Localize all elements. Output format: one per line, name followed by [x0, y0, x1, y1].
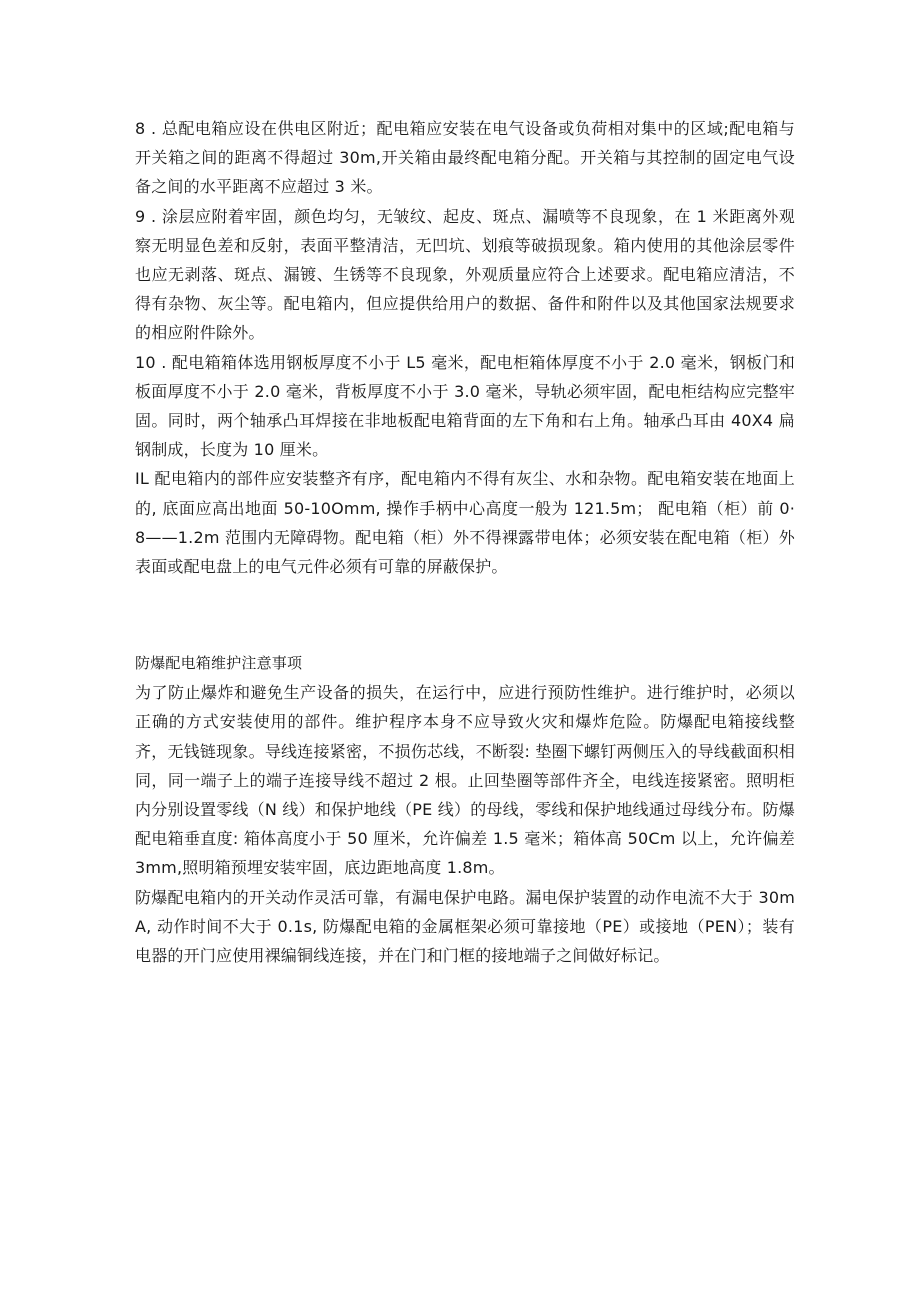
paragraph-item-9: 9 . 涂层应附着牢固，颜色均匀，无皱纹、起皮、斑点、漏喷等不良现象，在 1 米距离外观察无明显色差和反射，表面平整清洁，无凹坑、划痕等破损现象。箱内使用的其他涂层零件也应无剥落、斑点、漏镀、生锈等不良现象，外观质量应符合上述要求。配电箱应清洁，不得有杂物、灰尘等。配电箱内，但应提供给用户的数据、备件和附件以及其他国家法规要求的相应附件除外。 — [135, 206, 795, 343]
paragraph-item-11: IL 配电箱内的部件应安装整齐有序，配电箱内不得有灰尘、水和杂物。配电箱安装在地面上的, 底面应高出地面 50-10Omm, 操作手柄中心高度一般为 121.5m； 配电箱（柜）前 0·8——1.2m 范围内无障碍物。配电箱（柜）外不得裸露带电体；必须安装在配电箱（柜）外表面或配电盘上的电气元件必须有可靠的屏蔽保护。 — [135, 469, 795, 577]
paragraph-maintenance-2: 防爆配电箱内的开关动作灵活可靠，有漏电保护电路。漏电保护装置的动作电流不大于 30mA, 动作时间不大于 0.1s, 防爆配电箱的金属框架必须可靠接地（PE）或接地（PEN）；装有电器的开门应使用裸编铜线连接，并在门和门框的接地端子之间做好标记。 — [135, 887, 795, 966]
section-spacer — [135, 581, 795, 649]
paragraph-maintenance-1: 为了防止爆炸和避免生产设备的损失，在运行中，应进行预防性维护。进行维护时，必须以正确的方式安装使用的部件。维护程序本身不应导致火灾和爆炸危险。防爆配电箱接线整齐，无钱链现象。导线连接紧密，不损伤芯线，不断裂: 垫圈下螺钉两侧压入的导线截面积相同，同一端子上的端子连接导线不超过 2 根。止回垫圈等部件齐全，电线连接紧密。照明柜内分别设置零线（N 线）和保护地线（PE 线）的母线，零线和保护地线通过母线分布。防爆配电箱垂直度: 箱体高度小于 50 厘米，允许偏差 1.5 毫米；箱体高 50Cm 以上，允许偏差 3mm,照明箱预埋安装牢固，底边距地高度 1.8m。 — [135, 683, 795, 878]
document-body — [135, 114, 795, 970]
paragraph-item-10: 10 . 配电箱箱体选用钢板厚度不小于 L5 毫米，配电柜箱体厚度不小于 2.0 毫米，钢板门和板面厚度不小于 2.0 毫米，背板厚度不小于 3.0 毫米，导轨必须牢固，配电柜结构应完整牢固。同时，两个轴承凸耳焊接在非地板配电箱背面的左下角和右上角。轴承凸耳由 40X4 扁钢制成，长度为 10 厘米。 — [135, 352, 795, 460]
paragraph-item-8: 8 . 总配电箱应设在供电区附近；配电箱应安装在电气设备或负荷相对集中的区域;配电箱与开关箱之间的距离不得超过 30m,开关箱由最终配电箱分配。开关箱与其控制的固定电气设备之间的水平距离不应超过 3 米。 — [135, 119, 795, 197]
section-heading: 防爆配电箱维护注意事项 — [135, 654, 303, 673]
